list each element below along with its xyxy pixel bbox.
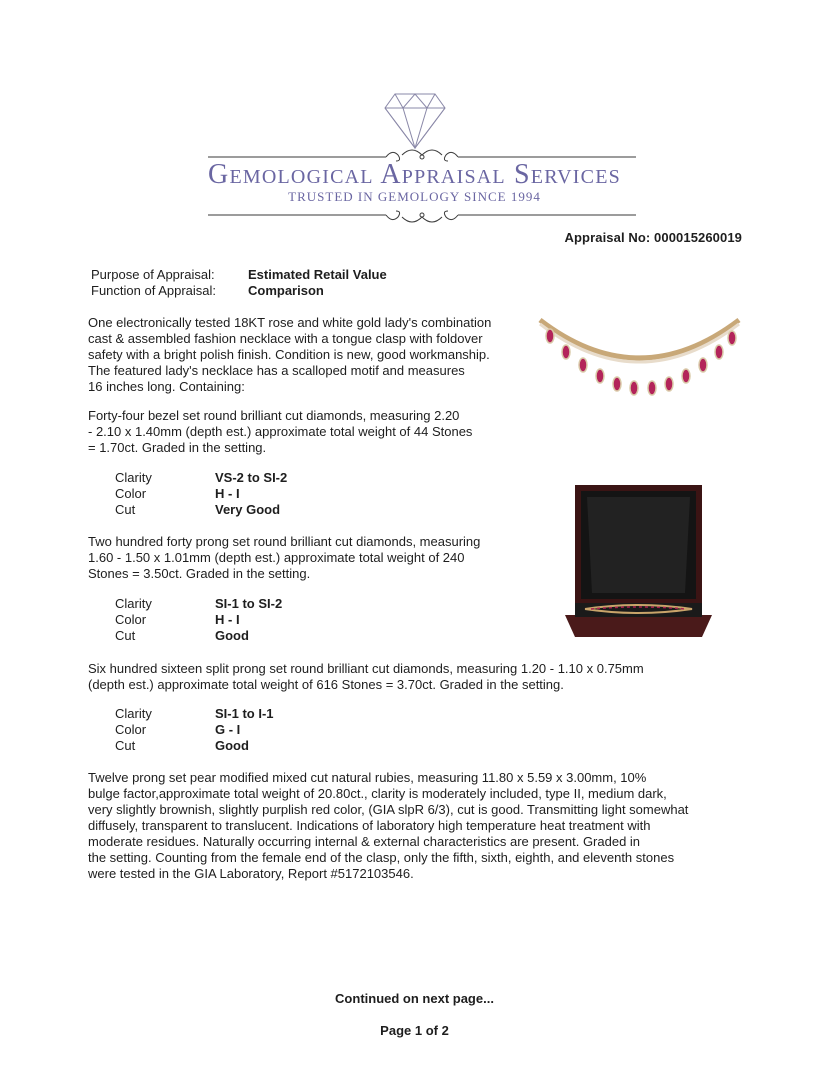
grade-value: G - I xyxy=(215,722,241,737)
stone-group-2-grades xyxy=(115,596,282,644)
grade-value: Very Good xyxy=(215,502,281,517)
jewelry-box-photo-icon xyxy=(565,485,712,637)
continued-note: Continued on next page... xyxy=(335,991,494,1006)
necklace-photo-icon xyxy=(536,310,743,410)
grade-label: Color xyxy=(115,486,147,501)
purpose-label: Purpose of Appraisal: xyxy=(91,267,215,282)
item-description: One electronically tested 18KT rose and white gold lady's combination cast & assembled fashion necklace with a tongue clasp with foldover safety with a bright polish finish. Condition is new, good workmanship. The featured lady's necklace has a scalloped motif and measures 16 inches long. Containing: xyxy=(88,315,492,394)
grade-value: H - I xyxy=(215,612,240,627)
stone-group-1-text: Forty-four bezel set round brilliant cut diamonds, measuring 2.20 - 2.10 x 1.40mm (depth est.) approximate total weight of 44 Stones = 1.70ct. Graded in the setting. xyxy=(88,408,473,455)
grade-value: VS-2 to SI-2 xyxy=(215,470,288,485)
grade-label: Cut xyxy=(115,628,136,643)
stone-group-3-grades xyxy=(115,706,274,754)
brand-title: Gemological Appraisal Services xyxy=(208,159,621,190)
page-number: Page 1 of 2 xyxy=(380,1023,449,1038)
grade-label: Color xyxy=(115,612,147,627)
grade-label: Color xyxy=(115,722,147,737)
grade-label: Cut xyxy=(115,502,136,517)
ruby-description: Twelve prong set pear modified mixed cut natural rubies, measuring 11.80 x 5.59 x 3.00mm, 10% bulge factor,approximate total weight of 20.80ct., clarity is moderately included, type II, medium dark, very slightly brownish, slightly purplish red color, (GIA slpR 6/3), cut is good. Transmitting light somewhat diffusely, transparent to translucent. Indications of laboratory high temperature heat treatment with moderate residues. Naturally occurring internal & external characteristics are present. Graded in the setting. Counting from the female end of the clasp, only the fifth, sixth, eighth, and eleventh stones were tested in the GIA Laboratory, Report #5172103546. xyxy=(88,770,689,881)
grade-label: Clarity xyxy=(115,706,152,721)
stone-group-2-text: Two hundred forty prong set round brilliant cut diamonds, measuring 1.60 - 1.50 x 1.01mm (depth est.) approximate total weight of 240 Stones = 3.50ct. Graded in the setting. xyxy=(88,534,481,581)
grade-value: Good xyxy=(215,628,249,643)
grade-value: Good xyxy=(215,738,249,753)
stone-group-1-grades xyxy=(115,470,287,518)
grade-value: SI-1 to I-1 xyxy=(215,706,274,721)
stone-group-3-text: Six hundred sixteen split prong set round brilliant cut diamonds, measuring 1.20 - 1.10 x 0.75mm (depth est.) approximate total weight of 616 Stones = 3.70ct. Graded in the setting. xyxy=(88,661,644,692)
appraisal-number: Appraisal No: 000015260019 xyxy=(564,230,742,245)
grade-label: Clarity xyxy=(115,470,152,485)
grade-value: H - I xyxy=(215,486,240,501)
function-value: Comparison xyxy=(248,283,324,298)
grade-value: SI-1 to SI-2 xyxy=(215,596,283,611)
brand-tagline: TRUSTED IN GEMOLOGY SINCE 1994 xyxy=(288,189,541,204)
purpose-value: Estimated Retail Value xyxy=(248,267,387,282)
diamond-logo-icon xyxy=(383,90,447,150)
grade-label: Clarity xyxy=(115,596,152,611)
grade-label: Cut xyxy=(115,738,136,753)
function-label: Function of Appraisal: xyxy=(91,283,217,298)
bottom-ornament-divider xyxy=(208,207,636,225)
function-row xyxy=(91,283,324,299)
purpose-row xyxy=(91,267,387,283)
